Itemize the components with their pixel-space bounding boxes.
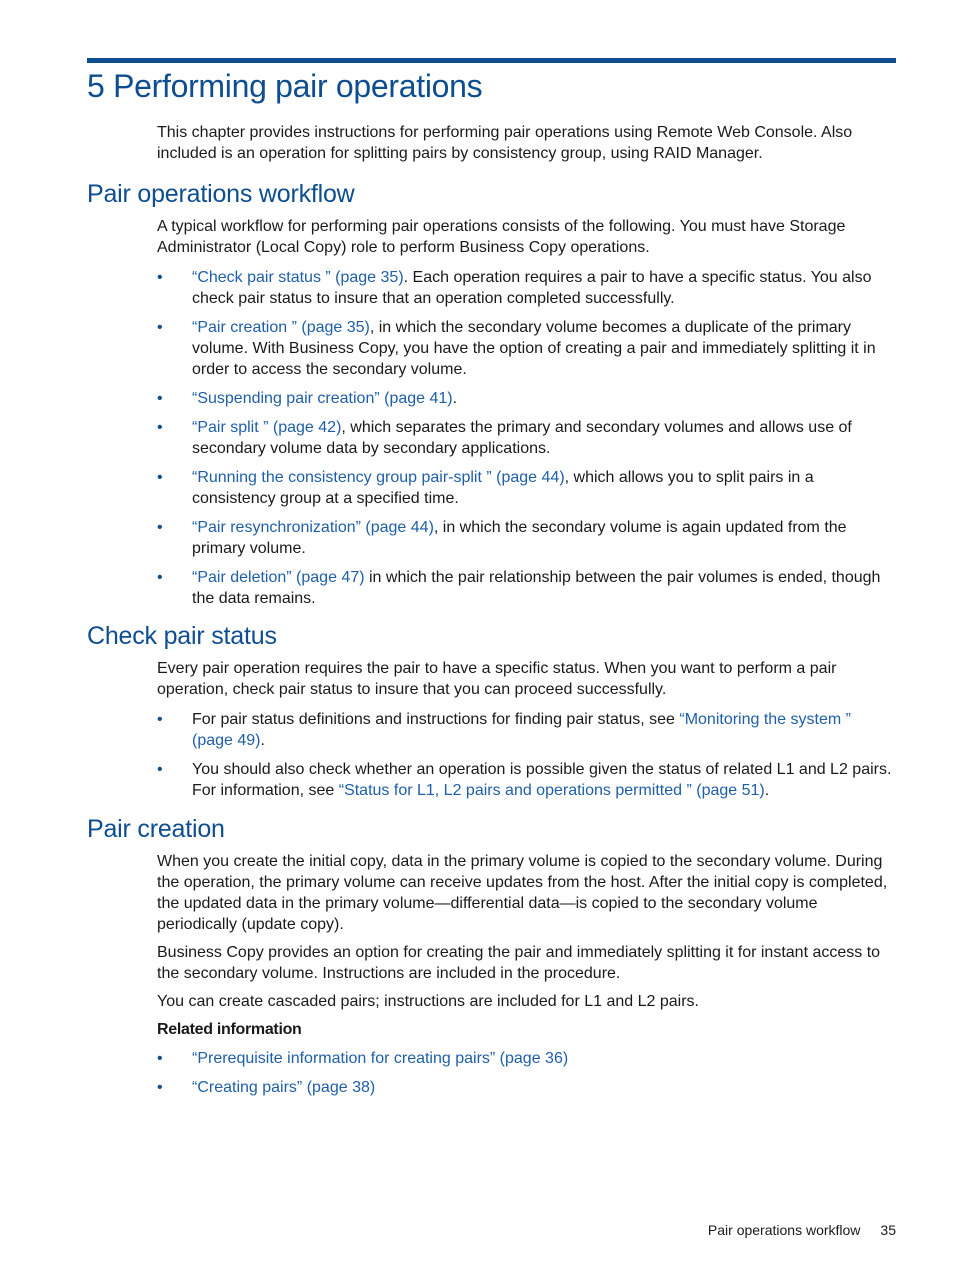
related-information-label: Related information xyxy=(157,1021,302,1038)
list-item xyxy=(157,417,896,459)
list-item-text: For pair status definitions and instructions for finding pair status, see xyxy=(192,711,680,728)
page-number: 35 xyxy=(880,1222,896,1238)
list-item-text: , which separates the primary and secondary volumes and allows use of secondary volume data by secondary applications. xyxy=(192,419,852,457)
link-monitoring-the-system[interactable]: “Monitoring the system ” (page 49) xyxy=(192,711,851,749)
link-consistency-group-pair-split[interactable]: “Running the consistency group pair-split ” (page 44) xyxy=(192,469,565,486)
pair-creation-paragraph: You can create cascaded pairs; instructions are included for L1 and L2 pairs. xyxy=(157,993,699,1010)
bullet: • xyxy=(157,390,163,407)
list-item xyxy=(157,388,896,409)
bullet: • xyxy=(157,569,163,586)
intro-paragraph: This chapter provides instructions for performing pair operations using Remote Web Console. Also included is an operation for splitting pairs by consistency group, using RAID Manager. xyxy=(157,124,853,162)
list-item xyxy=(157,317,896,380)
bullet: • xyxy=(157,519,163,536)
link-suspending-pair-creation[interactable]: “Suspending pair creation” (page 41) xyxy=(192,390,453,407)
link-status-l1-l2-pairs[interactable]: “Status for L1, L2 pairs and operations permitted ” (page 51) xyxy=(338,782,765,799)
bullet: • xyxy=(157,1079,163,1096)
list-item-text: in which the pair relationship between the pair volumes is ended, though the data remains. xyxy=(192,569,881,607)
list-item xyxy=(157,517,896,559)
workflow-paragraph: A typical workflow for performing pair operations consists of the following. You must have Storage Administrator (Local Copy) role to perform Business Copy operations. xyxy=(157,218,846,256)
pair-creation-paragraph: Business Copy provides an option for creating the pair and immediately splitting it for instant access to the secondary volume. Instructions are included in the procedure. xyxy=(157,944,881,982)
bullet: • xyxy=(157,469,163,486)
workflow-section xyxy=(87,178,896,617)
bullet: • xyxy=(157,711,163,728)
check-status-section xyxy=(87,620,896,809)
list-item-text: , in which the secondary volume is again updated from the primary volume. xyxy=(192,519,847,557)
list-item xyxy=(157,567,896,609)
footer-section-title: Pair operations workflow xyxy=(707,1222,861,1238)
link-prerequisite-information[interactable]: “Prerequisite information for creating pairs” (page 36) xyxy=(192,1050,569,1067)
link-pair-deletion[interactable]: “Pair deletion” (page 47) xyxy=(192,569,365,586)
bullet: • xyxy=(157,761,163,778)
page-footer xyxy=(708,1222,896,1238)
list-item xyxy=(157,759,896,801)
list-item-text: . xyxy=(764,782,770,799)
pair-creation-paragraph: When you create the initial copy, data in the primary volume is copied to the secondary volume. During the operation, the primary volume can receive updates from the host. After the initial copy is completed, the updated data in the primary volume—differential data—is copied to the secondary volume periodically (update copy). xyxy=(157,853,888,933)
bullet: • xyxy=(157,319,163,336)
link-pair-resynchronization[interactable]: “Pair resynchronization” (page 44) xyxy=(192,519,434,536)
list-item-text: . Each operation requires a pair to have a specific status. You also check pair status to insure that an operation completed successfully. xyxy=(192,269,872,307)
check-status-list xyxy=(157,709,896,801)
link-pair-split[interactable]: “Pair split ” (page 42) xyxy=(192,419,342,436)
check-status-heading: Check pair status xyxy=(87,622,277,650)
link-pair-creation[interactable]: “Pair creation ” (page 35) xyxy=(192,319,370,336)
bullet: • xyxy=(157,269,163,286)
workflow-list xyxy=(157,267,896,609)
bullet: • xyxy=(157,419,163,436)
link-check-pair-status[interactable]: “Check pair status ” (page 35) xyxy=(192,269,404,286)
related-links-list xyxy=(157,1048,896,1098)
list-item xyxy=(157,709,896,751)
list-item xyxy=(157,467,896,509)
bullet: • xyxy=(157,1050,163,1067)
list-item xyxy=(157,1048,896,1069)
link-creating-pairs[interactable]: “Creating pairs” (page 38) xyxy=(192,1079,376,1096)
list-item xyxy=(157,267,896,309)
list-item-text: . xyxy=(452,390,458,407)
list-item-text: . xyxy=(260,732,265,749)
pair-creation-section xyxy=(87,813,896,1106)
workflow-heading: Pair operations workflow xyxy=(87,180,355,208)
list-item-text: , in which the secondary volume becomes a duplicate of the primary volume. With Business Copy, you have the option of creating a pair and immediately splitting it in order to access the secondary volume. xyxy=(192,319,876,378)
list-item xyxy=(157,1077,896,1098)
list-item-text: You should also check whether an operation is possible given the status of related L1 and L2 pairs. For information, see xyxy=(192,761,892,799)
list-item-text: , which allows you to split pairs in a consistency group at a specified time. xyxy=(192,469,814,507)
chapter-top-rule xyxy=(87,58,896,63)
pair-creation-heading: Pair creation xyxy=(87,815,225,843)
intro-section xyxy=(87,122,896,171)
chapter-title: 5 Performing pair operations xyxy=(87,68,483,104)
check-status-paragraph: Every pair operation requires the pair to have a specific status. When you want to perform a pair operation, check pair status to insure that you can proceed successfully. xyxy=(157,660,837,698)
